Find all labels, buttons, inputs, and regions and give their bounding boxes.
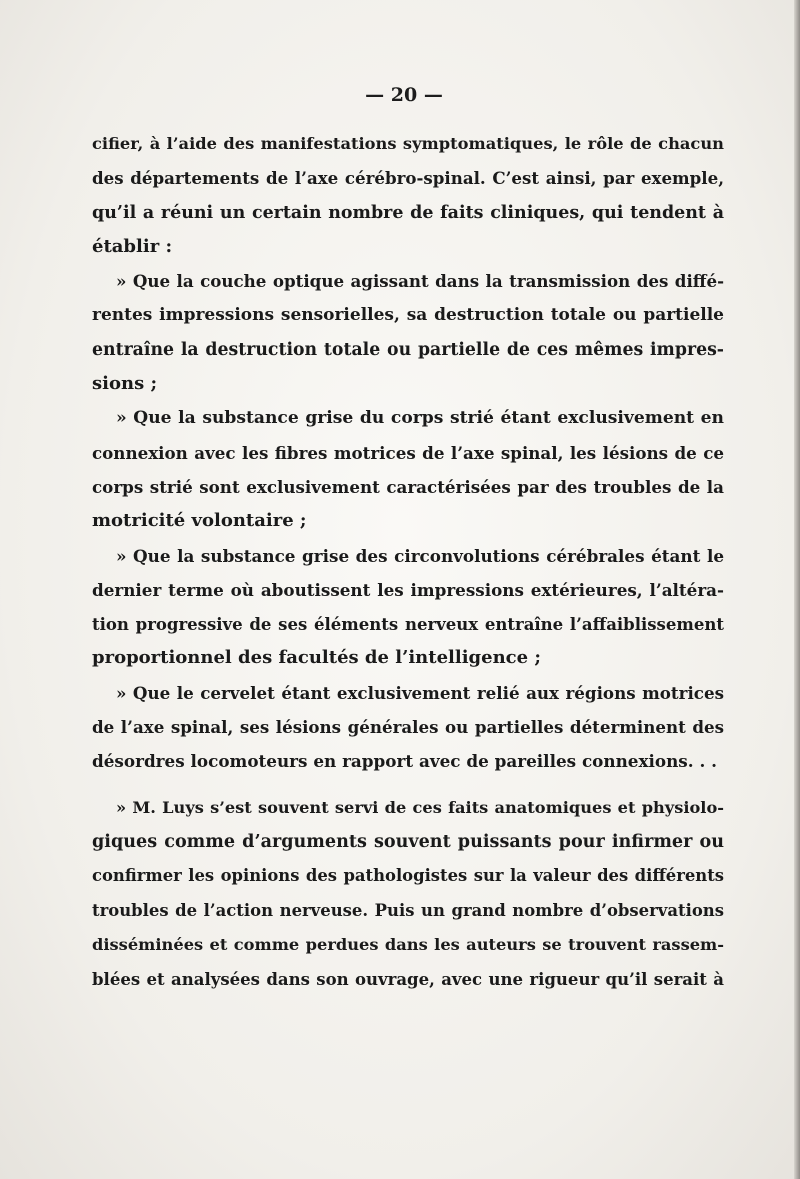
text-line: cifier, à l’aide des manifestations symptomatiques, le rôle de chacun: [92, 134, 724, 153]
text-line: entraîne la destruction totale ou partielle de ces mêmes impres-: [92, 339, 724, 360]
text-line: dernier terme où aboutissent les impressions extérieures, l’altéra-: [92, 579, 724, 600]
text-line: de l’axe spinal, ses lésions générales ou partielles déterminent des: [92, 717, 724, 738]
text-line: » M. Luys s’est souvent servi de ces faits anatomiques et physiolo-: [116, 797, 724, 817]
text-line: sions ;: [92, 373, 158, 395]
text-line: corps strié sont exclusivement caractérisées par des troubles de la: [92, 476, 724, 497]
text-line: confirmer les opinions des pathologistes sur la valeur des différents: [92, 866, 724, 886]
text-line: des départements de l’axe cérébro-spinal. C’est ainsi, par exemple,: [92, 168, 724, 189]
text-line: » Que la substance grise des circonvolutions cérébrales étant le: [116, 545, 724, 566]
text-line: blées et analysées dans son ouvrage, avec une rigueur qu’il serait à: [92, 969, 724, 990]
text-line: giques comme d’arguments souvent puissants pour infirmer ou: [92, 830, 724, 852]
text-line: établir :: [92, 235, 173, 257]
text-line: troubles de l’action nerveuse. Puis un grand nombre d’observations: [92, 900, 724, 920]
page-edge-shadow: [794, 0, 800, 1179]
text-line: disséminées et comme perdues dans les auteurs se trouvent rassem-: [92, 934, 724, 954]
text-line: connexion avec les fibres motrices de l’axe spinal, les lésions de ce: [92, 442, 724, 463]
text-line: proportionnel des facultés de l’intelligence ;: [92, 647, 541, 669]
text-line: » Que le cervelet étant exclusivement relié aux régions motrices: [116, 682, 724, 703]
text-line: motricité volontaire ;: [92, 510, 307, 532]
text-line: qu’il a réuni un certain nombre de faits cliniques, qui tendent à: [92, 202, 724, 223]
text-line: » Que la substance grise du corps strié étant exclusivement en: [116, 408, 724, 429]
page-number: — 20 —: [365, 84, 443, 106]
text-line: rentes impressions sensorielles, sa destruction totale ou partielle: [92, 305, 724, 326]
paragraph-gap: [92, 779, 724, 791]
text-line: tion progressive de ses éléments nerveux entraîne l’affaiblissement: [92, 614, 724, 635]
text-line: désordres locomoteurs en rapport avec de pareilles connexions. . .: [92, 751, 717, 772]
body-text: [92, 127, 724, 996]
text-line: » Que la couche optique agissant dans la transmission des diffé-: [116, 271, 724, 292]
